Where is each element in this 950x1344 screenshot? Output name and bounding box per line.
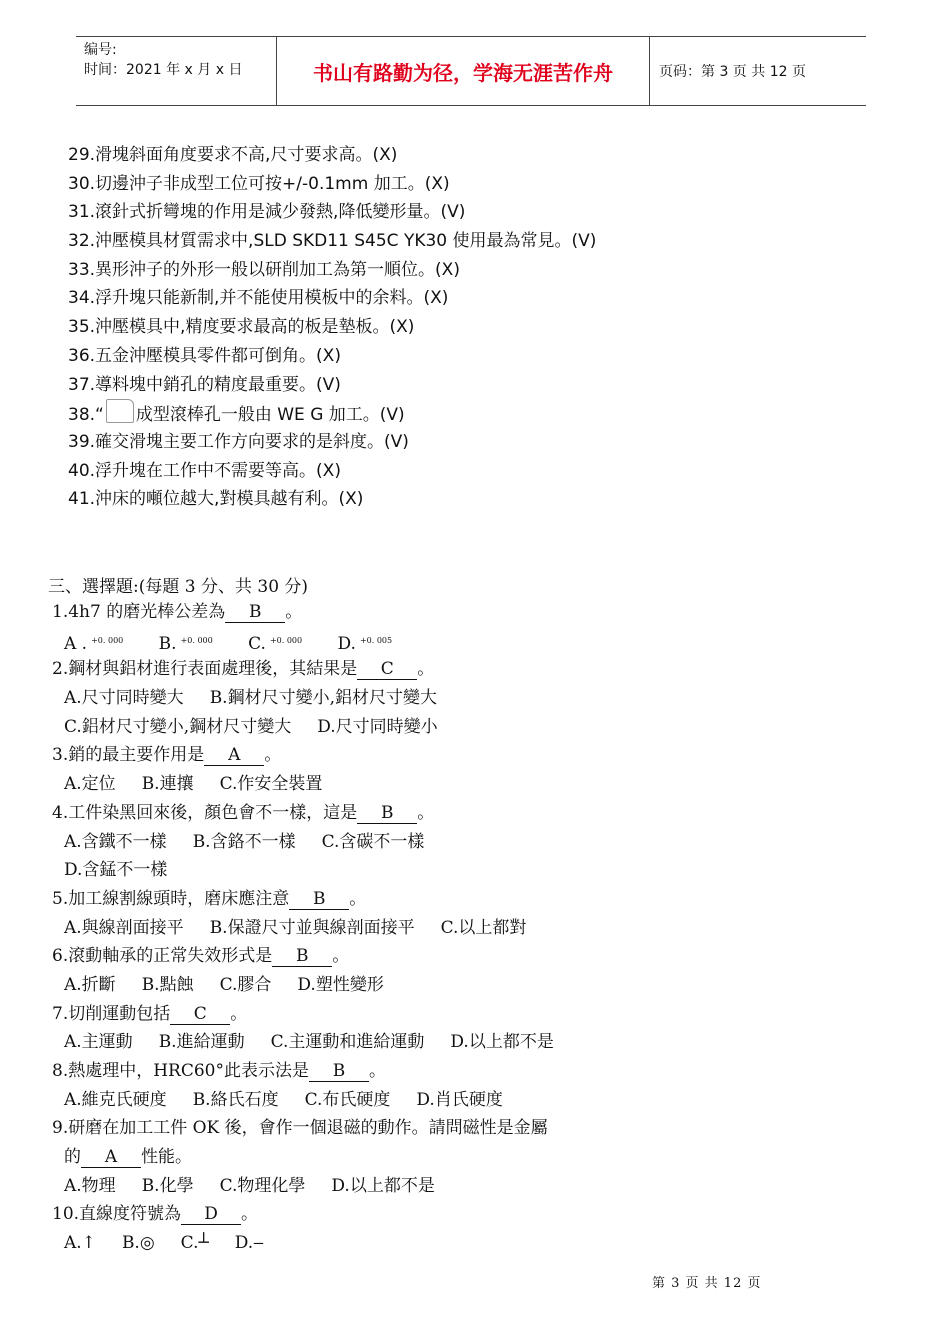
- question-1: 1.4h7 的磨光棒公差為 B 。: [52, 602, 303, 622]
- answer-blank: A: [81, 1147, 141, 1168]
- q1-options: A . $^{+0. 000}$ B. $^{+0. 000}$ C. $^{+0. 000}$ D. $^{+0. 005}$: [64, 633, 393, 654]
- question-5: 5.加工線割線頭時，磨床應注意 B 。: [52, 888, 367, 909]
- answer-blank: A: [204, 745, 264, 766]
- tf-item: 41.沖床的噸位越大,對模具越有利。(X): [68, 489, 364, 510]
- question-7: 7.切削運動包括 C 。: [52, 1003, 248, 1024]
- question-9-cont: 的 A 性能。: [64, 1147, 192, 1168]
- q2-options-a: A.尺寸同時變大 B.鋼材尺寸變小,鋁材尺寸變大: [64, 688, 437, 709]
- section-title: 三、選擇題:(每題 3 分、共 30 分): [48, 577, 309, 597]
- question-9: 9.研磨在加工工件 OK 後，會作一個退磁的動作。請問磁性是金屬: [52, 1118, 548, 1139]
- q7-options: A.主運動 B.進給運動 C.主運動和進給運動 D.以上都不是: [64, 1032, 554, 1053]
- answer-blank: B: [289, 889, 349, 910]
- tf-item: 30.切邊沖子非成型工位可按+/-0.1mm 加工。(X): [68, 173, 450, 194]
- q4-options-b: D.含錳不一樣: [64, 860, 168, 881]
- embedded-image-placeholder: [106, 399, 134, 423]
- question-10: 10.直線度符號為 D 。: [52, 1204, 259, 1225]
- tf-item: 32.沖壓模具材質需求中,SLD SKD11 S45C YK30 使用最為常見。(V): [68, 231, 597, 252]
- answer-blank: B: [309, 1061, 369, 1082]
- question-6: 6.滾動軸承的正常失效形式是 B 。: [52, 946, 350, 967]
- tf-item: 33.異形沖子的外形一般以研削加工為第一順位。(X): [68, 259, 460, 280]
- question-3: 3.銷的最主要作用是 A 。: [52, 745, 282, 766]
- q8-options: A.維克氏硬度 B.絡氏石度 C.布氏硬度 D.肖氏硬度: [64, 1089, 503, 1110]
- page-header: [76, 36, 866, 106]
- question-4: 4.工件染黑回來後，顏色會不一樣，這是 B 。: [52, 802, 435, 823]
- header-motto: 书山有路勤为径，学海无涯苦作舟: [277, 37, 650, 105]
- answer-blank: B: [357, 803, 417, 824]
- header-meta: [76, 37, 277, 105]
- question-8: 8.熱處理中，HRC60°此表示法是 B 。: [52, 1061, 386, 1081]
- q3-options: A.定位 B.連攘 C.作安全裝置: [64, 774, 323, 795]
- q6-options: A.折斷 B.點蝕 C.膠合 D.塑性變形: [64, 974, 384, 995]
- tf-item: 31.滾針式折彎塊的作用是減少發熱,降低變形量。(V): [68, 202, 466, 223]
- answer-blank: B: [225, 602, 285, 623]
- tf-item: 37.導料塊中銷孔的精度最重要。(V): [68, 374, 341, 395]
- q10-options: A.↑ B.◎ C.┴ D.‒: [64, 1233, 264, 1254]
- q4-options-a: A.含鐵不一樣 B.含鉻不一樣 C.含碳不一樣: [64, 831, 425, 852]
- tf-item: 35.沖壓模具中,精度要求最高的板是墊板。(X): [68, 317, 415, 338]
- tf-item: 39.確交滑塊主要工作方向要求的是斜度。(V): [68, 431, 409, 452]
- tf-item-38: 38.“ 成型滾棒孔一般由 WE G 加工。(V): [68, 399, 596, 428]
- tf-item: 36.五金沖壓模具零件都可倒角。(X): [68, 345, 341, 366]
- answer-blank: B: [272, 946, 332, 967]
- q5-options: A.與線剖面接平 B.保證尺寸並與線剖面接平 C.以上都對: [64, 917, 527, 938]
- tf-item: 29.滑塊斜面角度要求不高,尺寸要求高。(X): [68, 145, 398, 165]
- number-label: 编号:: [84, 42, 117, 58]
- q2-options-b: C.鋁材尺寸變小,鋼材尺寸變大 D.尺寸同時變小: [64, 716, 438, 737]
- question-2: 2.鋼材與鋁材進行表面處理後，其結果是 C 。: [52, 659, 435, 680]
- answer-blank: C: [170, 1004, 230, 1025]
- multiple-choice-list: [48, 598, 580, 1258]
- page-footer: 第 3 页 共 12 页: [652, 1276, 762, 1291]
- answer-blank: C: [357, 659, 417, 680]
- q9-options: A.物理 B.化學 C.物理化學 D.以上都不是: [64, 1175, 435, 1196]
- answer-blank: D: [181, 1204, 241, 1225]
- true-false-list: [68, 141, 596, 514]
- header-page-info: 页码：第 3 页 共 12 页: [659, 64, 806, 80]
- tf-item: 34.浮升塊只能新制,并不能使用模板中的余料。(X): [68, 288, 449, 309]
- time-label: 时间：2021 年 x 月 x 日: [84, 62, 243, 78]
- tf-item: 40.浮升塊在工作中不需要等高。(X): [68, 460, 341, 481]
